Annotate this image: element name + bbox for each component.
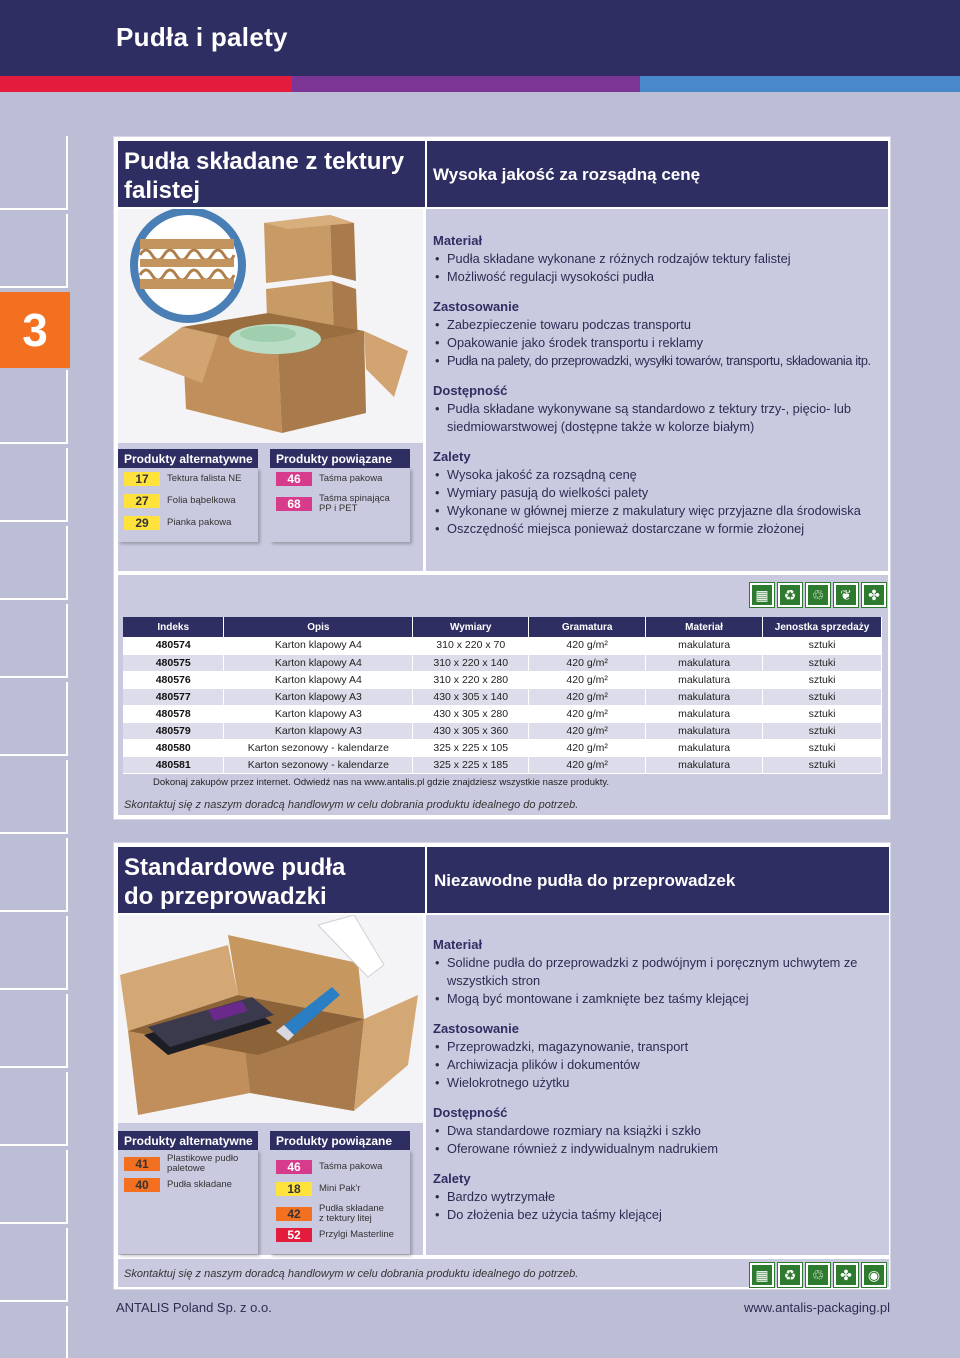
product-subtitle: Niezawodne pudła do przeprowadzek [434,871,736,890]
alternative-products-list [118,1150,258,1254]
section-bullet: • Opakowanie jako środek transportu i reklamy [433,334,883,352]
recycle-icon: ♻ [778,1263,802,1287]
green-dot-icon: ◉ [862,1263,886,1287]
section-tab[interactable] [0,916,68,990]
related-product-item[interactable] [276,472,408,486]
contact-note: Skontaktuj się z naszym doradcą handlowym w celu dobrania produktu idealnego do potrzeb. [124,1268,579,1280]
product-title-box [118,141,425,207]
section-bullet: • Bardzo wytrzymałe [433,1188,883,1206]
section-bullet: • Solidne pudła do przeprowadzki z podwójnym i poręcznym uchwytem ze wszystkich stron [433,954,883,990]
cell-grammage: 420 g/m² [529,722,646,739]
section-tab[interactable] [0,448,68,522]
eco-icons [750,583,886,607]
cell-dimensions: 430 x 305 x 280 [413,705,529,722]
section-bullet: • Oferowane również z indywidualnym nadrukiem [433,1140,883,1158]
alternative-product-label: Folia bąbelkowa [167,495,236,506]
alternative-product-label-line2: paletowe [167,1163,206,1174]
stripe-purple [292,76,640,92]
cell-unit: sztuki [763,654,882,671]
moving-box-illustration [118,915,423,1123]
cell-unit: sztuki [763,637,882,654]
table-row [123,739,882,756]
section-tab[interactable] [0,1072,68,1146]
contact-note: Skontaktuj się z naszym doradcą handlowym w celu dobrania produktu idealnego do potrzeb. [124,799,579,811]
alternative-product-item[interactable] [124,494,256,508]
related-product-label [319,494,390,514]
section-bullet: • Przeprowadzki, magazynowanie, transport [433,1038,883,1056]
section-bullet: • Wysoka jakość za rozsądną cenę [433,466,883,484]
page-number-badge: 40 [124,1178,160,1192]
image-panel [118,209,423,571]
alternative-products-heading: Produkty alternatywne [118,449,258,468]
related-product-label: Mini Pak'r [319,1183,361,1194]
cell-material: makulatura [646,756,763,773]
section-bullet: • Mogą być montowane i zamknięte bez taśmy klejącej [433,990,883,1008]
section-tab[interactable] [0,1306,68,1358]
page-number-badge: 17 [124,472,160,486]
cardboard-boxes-illustration [118,209,423,443]
section-list [433,400,883,436]
cell-material: makulatura [646,637,763,654]
cell-grammage: 420 g/m² [529,739,646,756]
product-title-line2: falistej [124,177,201,204]
section-list [433,250,883,286]
cell-dimensions: 310 x 220 x 70 [413,637,529,654]
alternative-product-item[interactable] [124,1154,256,1174]
related-product-label: Taśma pakowa [319,1161,383,1172]
cell-index: 480580 [123,739,224,756]
cell-description: Karton klapowy A4 [224,637,413,654]
cell-unit: sztuki [763,756,882,773]
related-products-heading: Produkty powiązane [270,1131,410,1150]
related-product-item[interactable] [276,1182,408,1196]
cell-material: makulatura [646,739,763,756]
section-list [433,316,883,370]
cell-dimensions: 325 x 225 x 185 [413,756,529,773]
section-heading: Zalety [433,1171,471,1186]
table-row [123,722,882,739]
cell-unit: sztuki [763,722,882,739]
section-tabs [0,92,70,1358]
reusable-icon: ✤ [834,1263,858,1287]
related-products [270,449,410,542]
cell-description: Karton klapowy A4 [224,654,413,671]
stripe-red [0,76,292,92]
section-tab-active[interactable]: 3 [0,292,70,368]
biodegradable-icon: ❦ [834,583,858,607]
cell-index: 480576 [123,671,224,688]
eco-icons [750,1263,886,1287]
cell-description: Karton klapowy A3 [224,722,413,739]
cell-description: Karton klapowy A3 [224,688,413,705]
cell-dimensions: 430 x 305 x 360 [413,722,529,739]
table-footer-note: Dokonaj zakupów przez internet. Odwiedź nas na www.antalis.pl gdzie znajdziesz wszystkie nasze produkty. [123,775,882,791]
page-number-badge: 46 [276,1160,312,1174]
alternative-products [118,1131,258,1254]
column-header: Wymiary [413,617,529,637]
section-heading: Materiał [433,233,483,248]
section-tab[interactable] [0,604,68,678]
related-product-label-line1: Pudła składane [319,1203,384,1214]
cell-material: makulatura [646,705,763,722]
cell-description: Karton klapowy A4 [224,671,413,688]
section-bullet: • Zabezpieczenie towaru podczas transportu [433,316,883,334]
section-bullet: • Pudła składane wykonane z różnych rodzajów tektury falistej [433,250,883,268]
product-card-folding-boxes [113,136,891,820]
cell-grammage: 420 g/m² [529,705,646,722]
cell-grammage: 420 g/m² [529,637,646,654]
related-products-list [270,1150,410,1254]
related-products-list [270,468,410,542]
cell-index: 480579 [123,722,224,739]
column-header: Indeks [123,617,224,637]
recycle-icon: ♻ [778,583,802,607]
section-tab[interactable] [0,994,68,1068]
section-tab[interactable] [0,760,68,834]
related-product-label-line2: PP i PET [319,503,358,514]
section-tab[interactable] [0,838,68,912]
alternative-product-label-line1: Plastikowe pudło [167,1153,239,1164]
section-bullet: • Do złożenia bez użycia taśmy klejącej [433,1206,883,1224]
cell-description: Karton sezonowy - kalendarze [224,739,413,756]
section-list [433,466,883,538]
cell-material: makulatura [646,654,763,671]
table-row [123,756,882,773]
related-product-label-line1: Taśma spinająca [319,493,390,504]
alternative-product-label: Tektura falista NE [167,473,242,484]
page-number-badge: 29 [124,516,160,530]
cell-index: 480575 [123,654,224,671]
related-product-item[interactable] [276,494,408,514]
section-bullet: • Pudła na palety, do przeprowadzki, wysyłki towarów, transportu, składowania itp. [433,352,883,370]
recyclable-icon: ♲ [806,1263,830,1287]
section-bullet: • Pudła składane wykonywane są standardowo z tektury trzy-, pięcio- lub siedmiowarstwowej (dostępne także w kolorze białym) [433,400,883,436]
product-description [433,233,883,551]
alternative-product-item[interactable] [124,516,256,530]
section-tab[interactable] [0,370,68,444]
cell-material: makulatura [646,722,763,739]
section-heading: Dostępność [433,1105,508,1120]
alternative-product-item[interactable] [124,472,256,486]
section-bullet: • Wymiary pasują do wielkości palety [433,484,883,502]
cell-unit: sztuki [763,688,882,705]
column-header: Gramatura [529,617,646,637]
section-heading: Zalety [433,449,471,464]
table-row [123,671,882,688]
related-products-heading: Produkty powiązane [270,449,410,468]
cell-description: Karton sezonowy - kalendarze [224,756,413,773]
product-subtitle-box [427,141,888,207]
related-product-label: Taśma pakowa [319,473,383,484]
reusable-icon: ✤ [862,583,886,607]
related-products [270,1131,410,1254]
pallet-icon: ▦ [750,583,774,607]
alternative-product-label [167,1154,238,1174]
page-number-badge: 27 [124,494,160,508]
related-product-label [319,1204,384,1224]
product-title-line1: Pudła składane z tektury [124,148,405,175]
section-bullet: • Archiwizacja plików i dokumentów [433,1056,883,1074]
page-header [0,0,960,76]
section-list [433,954,883,1008]
section-list [433,1122,883,1158]
section-tab[interactable] [0,1150,68,1224]
section-bullet: • Wykonane w głównej mierze z makulatury więc przyjazne dla środowiska [433,502,883,520]
recyclable-icon: ♲ [806,583,830,607]
cell-description: Karton klapowy A3 [224,705,413,722]
page-number-badge: 46 [276,472,312,486]
related-product-label-line2: z tektury litej [319,1213,372,1224]
section-tab[interactable] [0,682,68,756]
product-subtitle: Wysoka jakość za rozsądną cenę [433,165,701,184]
section-list [433,1188,883,1224]
cell-material: makulatura [646,671,763,688]
related-product-item[interactable] [276,1228,408,1242]
cell-index: 480578 [123,705,224,722]
product-table [123,617,882,774]
cell-dimensions: 310 x 220 x 280 [413,671,529,688]
cell-grammage: 420 g/m² [529,671,646,688]
section-list [433,1038,883,1092]
product-title-box [118,847,425,913]
cell-unit: sztuki [763,705,882,722]
column-header: Jenostka sprzedaży [763,617,882,637]
page-number-badge: 52 [276,1228,312,1242]
cell-grammage: 420 g/m² [529,654,646,671]
section-tab[interactable] [0,526,68,600]
cell-index: 480577 [123,688,224,705]
section-bullet: • Oszczędność miejsca ponieważ dostarczane w formie złożonej [433,520,883,538]
product-subtitle-box [427,847,889,913]
cell-index: 480574 [123,637,224,654]
related-product-item[interactable] [276,1204,408,1224]
column-header: Materiał [646,617,763,637]
cell-material: makulatura [646,688,763,705]
page-title: Pudła i palety [116,22,288,52]
section-heading: Zastosowanie [433,1021,519,1036]
product-description [433,937,883,1237]
alternative-products [118,449,258,542]
alternative-products-heading: Produkty alternatywne [118,1131,258,1150]
cell-dimensions: 430 x 305 x 140 [413,688,529,705]
cell-unit: sztuki [763,671,882,688]
alternative-products-list [118,468,258,542]
cell-grammage: 420 g/m² [529,688,646,705]
product-card-moving-boxes [113,842,891,1290]
cell-dimensions: 310 x 220 x 140 [413,654,529,671]
related-product-label: Przylgi Masterline [319,1229,394,1240]
footer-company: ANTALIS Poland Sp. z o.o. [116,1300,272,1315]
table-header-row [123,617,882,637]
column-header: Opis [224,617,413,637]
table-row [123,705,882,722]
section-bullet: • Dwa standardowe rozmiary na książki i szkło [433,1122,883,1140]
product-photo [118,209,423,443]
pallet-icon: ▦ [750,1263,774,1287]
section-tab[interactable] [0,136,68,210]
section-heading: Zastosowanie [433,299,519,314]
section-bullet: • Możliwość regulacji wysokości pudła [433,268,883,286]
page-number-badge: 42 [276,1207,312,1221]
alternative-product-label: Pianka pakowa [167,517,232,528]
table-row [123,654,882,671]
stripe-blue [640,76,960,92]
footer-website-link[interactable]: www.antalis-packaging.pl [744,1300,890,1315]
alternative-product-item[interactable] [124,1178,256,1192]
cell-grammage: 420 g/m² [529,756,646,773]
page-number-badge: 41 [124,1157,160,1171]
product-title-line2: do przeprowadzki [124,883,327,910]
image-panel [118,915,423,1255]
section-tab[interactable] [0,214,68,288]
table-row [123,637,882,654]
table-row [123,688,882,705]
product-title-line1: Standardowe pudła [124,854,346,881]
section-tab[interactable] [0,1228,68,1302]
related-product-item[interactable] [276,1160,408,1174]
product-photo [118,915,423,1123]
page-number-badge: 68 [276,497,312,511]
page-number-badge: 18 [276,1182,312,1196]
cell-dimensions: 325 x 225 x 105 [413,739,529,756]
cell-index: 480581 [123,756,224,773]
section-heading: Materiał [433,937,483,952]
section-bullet: • Wielokrotnego użytku [433,1074,883,1092]
cell-unit: sztuki [763,739,882,756]
section-heading: Dostępność [433,383,508,398]
alternative-product-label: Pudła składane [167,1179,232,1190]
